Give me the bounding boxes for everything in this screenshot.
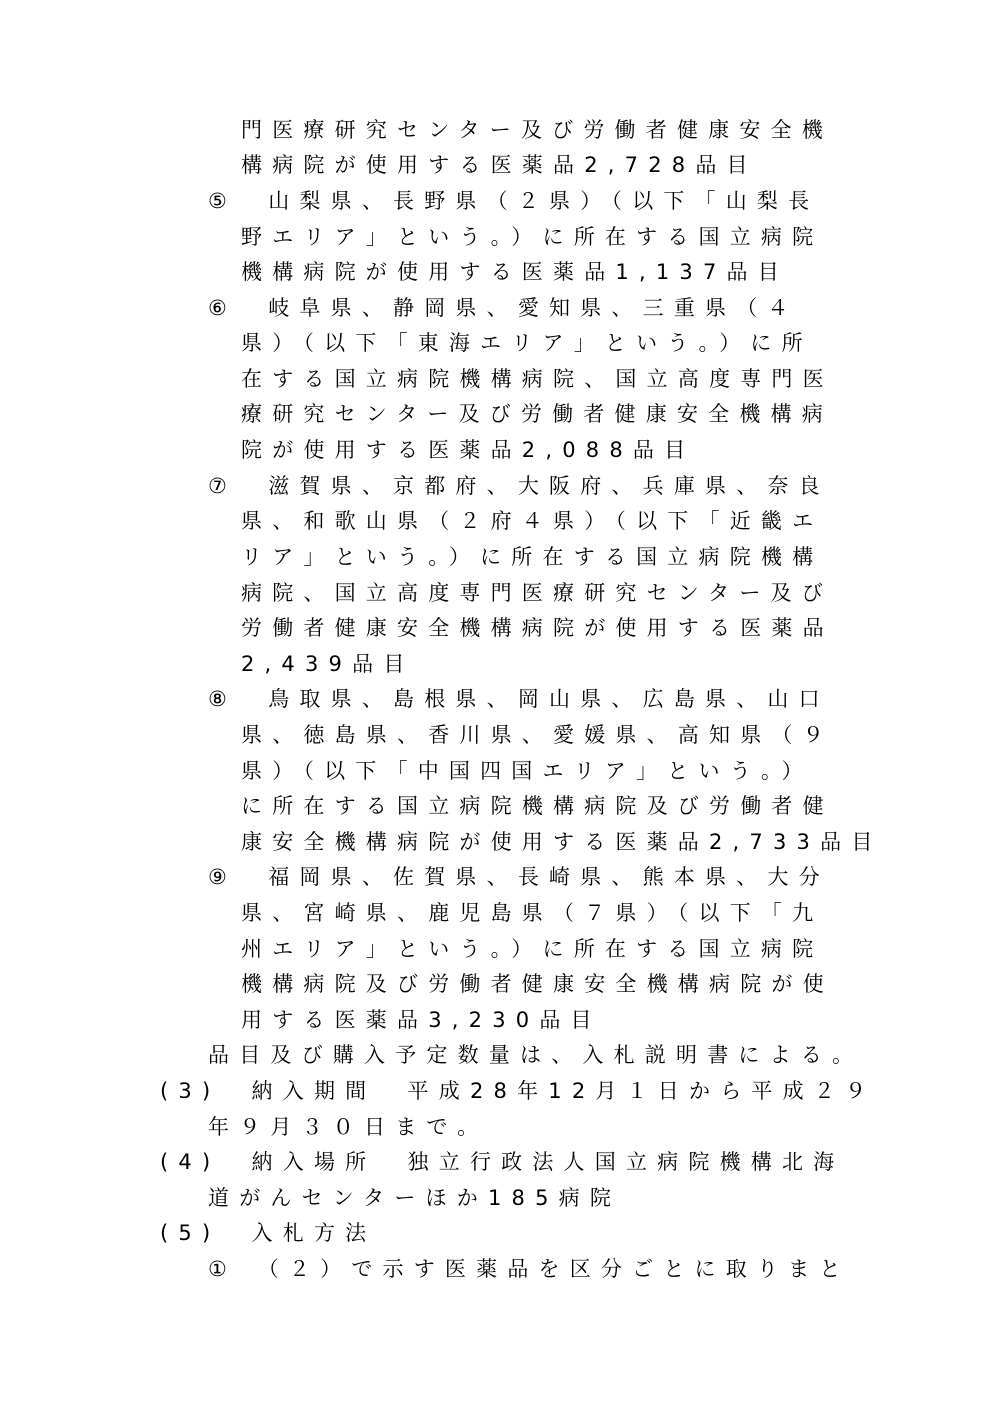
text-line: に所在する国立病院機構病院及び労働者健 xyxy=(241,794,834,818)
list-item: ① （２）で示す医薬品を区分ごとに取りまと xyxy=(208,1257,851,1281)
list-item: ⑧ 鳥取県、島根県、岡山県、広島県、山口 xyxy=(208,687,830,711)
section-heading: (3) 納入期間 平成28年12月１日から平成２９ xyxy=(160,1079,877,1103)
text-line: 康安全機構病院が使用する医薬品2,733品目 xyxy=(241,830,883,854)
text-line: 労働者健康安全機構病院が使用する医薬品 xyxy=(241,616,834,640)
text-line: 野エリア」という。）に所在する国立病院 xyxy=(241,225,824,249)
list-item: ⑤ 山梨県、長野県（２県）（以下「山梨長 xyxy=(208,189,820,213)
text-line: 県、徳島県、香川県、愛媛県、高知県（９ xyxy=(241,723,834,747)
text-line: 年９月３０日まで。 xyxy=(208,1115,489,1139)
text-line: 品目及び購入予定数量は、入札説明書による。 xyxy=(208,1043,864,1067)
text-line: 在する国立病院機構病院、国立高度専門医 xyxy=(241,367,834,391)
text-line: 州エリア」という。）に所在する国立病院 xyxy=(241,937,824,961)
section-heading: (4) 納入場所 独立行政法人国立病院機構北海 xyxy=(160,1150,845,1174)
text-line: 機構病院及び労働者健康安全機構病院が使 xyxy=(241,972,834,996)
text-line: 用する医薬品3,230品目 xyxy=(241,1008,602,1032)
section-heading: (5) 入札方法 xyxy=(160,1221,377,1245)
text-line: 県）（以下「中国四国エリア」という。） xyxy=(241,759,813,783)
text-line: 2,439品目 xyxy=(241,652,415,676)
text-line: 県、宮崎県、鹿児島県（７県）（以下「九 xyxy=(241,901,824,925)
text-line: 道がんセンターほか185病院 xyxy=(208,1186,622,1210)
text-line: 県、和歌山県（２府４県）（以下「近畿エ xyxy=(241,509,824,533)
list-item: ⑥ 岐阜県、静岡県、愛知県、三重県（４ xyxy=(208,296,799,320)
text-line: 療研究センター及び労働者健康安全機構病 xyxy=(241,402,833,426)
text-line: 構病院が使用する医薬品2,728品目 xyxy=(241,153,758,177)
list-item: ⑨ 福岡県、佐賀県、長崎県、熊本県、大分 xyxy=(208,865,830,889)
list-item: ⑦ 滋賀県、京都府、大阪府、兵庫県、奈良 xyxy=(208,474,830,498)
text-line: 門医療研究センター及び労働者健康安全機 xyxy=(241,118,833,142)
text-line: 県）（以下「東海エリア」という。）に所 xyxy=(241,331,813,355)
text-line: リア」という。）に所在する国立病院機構 xyxy=(241,545,824,569)
text-line: 院が使用する医薬品2,088品目 xyxy=(241,438,696,462)
text-line: 機構病院が使用する医薬品1,137品目 xyxy=(241,260,789,284)
text-line: 病院、国立高度専門医療研究センター及び xyxy=(241,581,833,605)
